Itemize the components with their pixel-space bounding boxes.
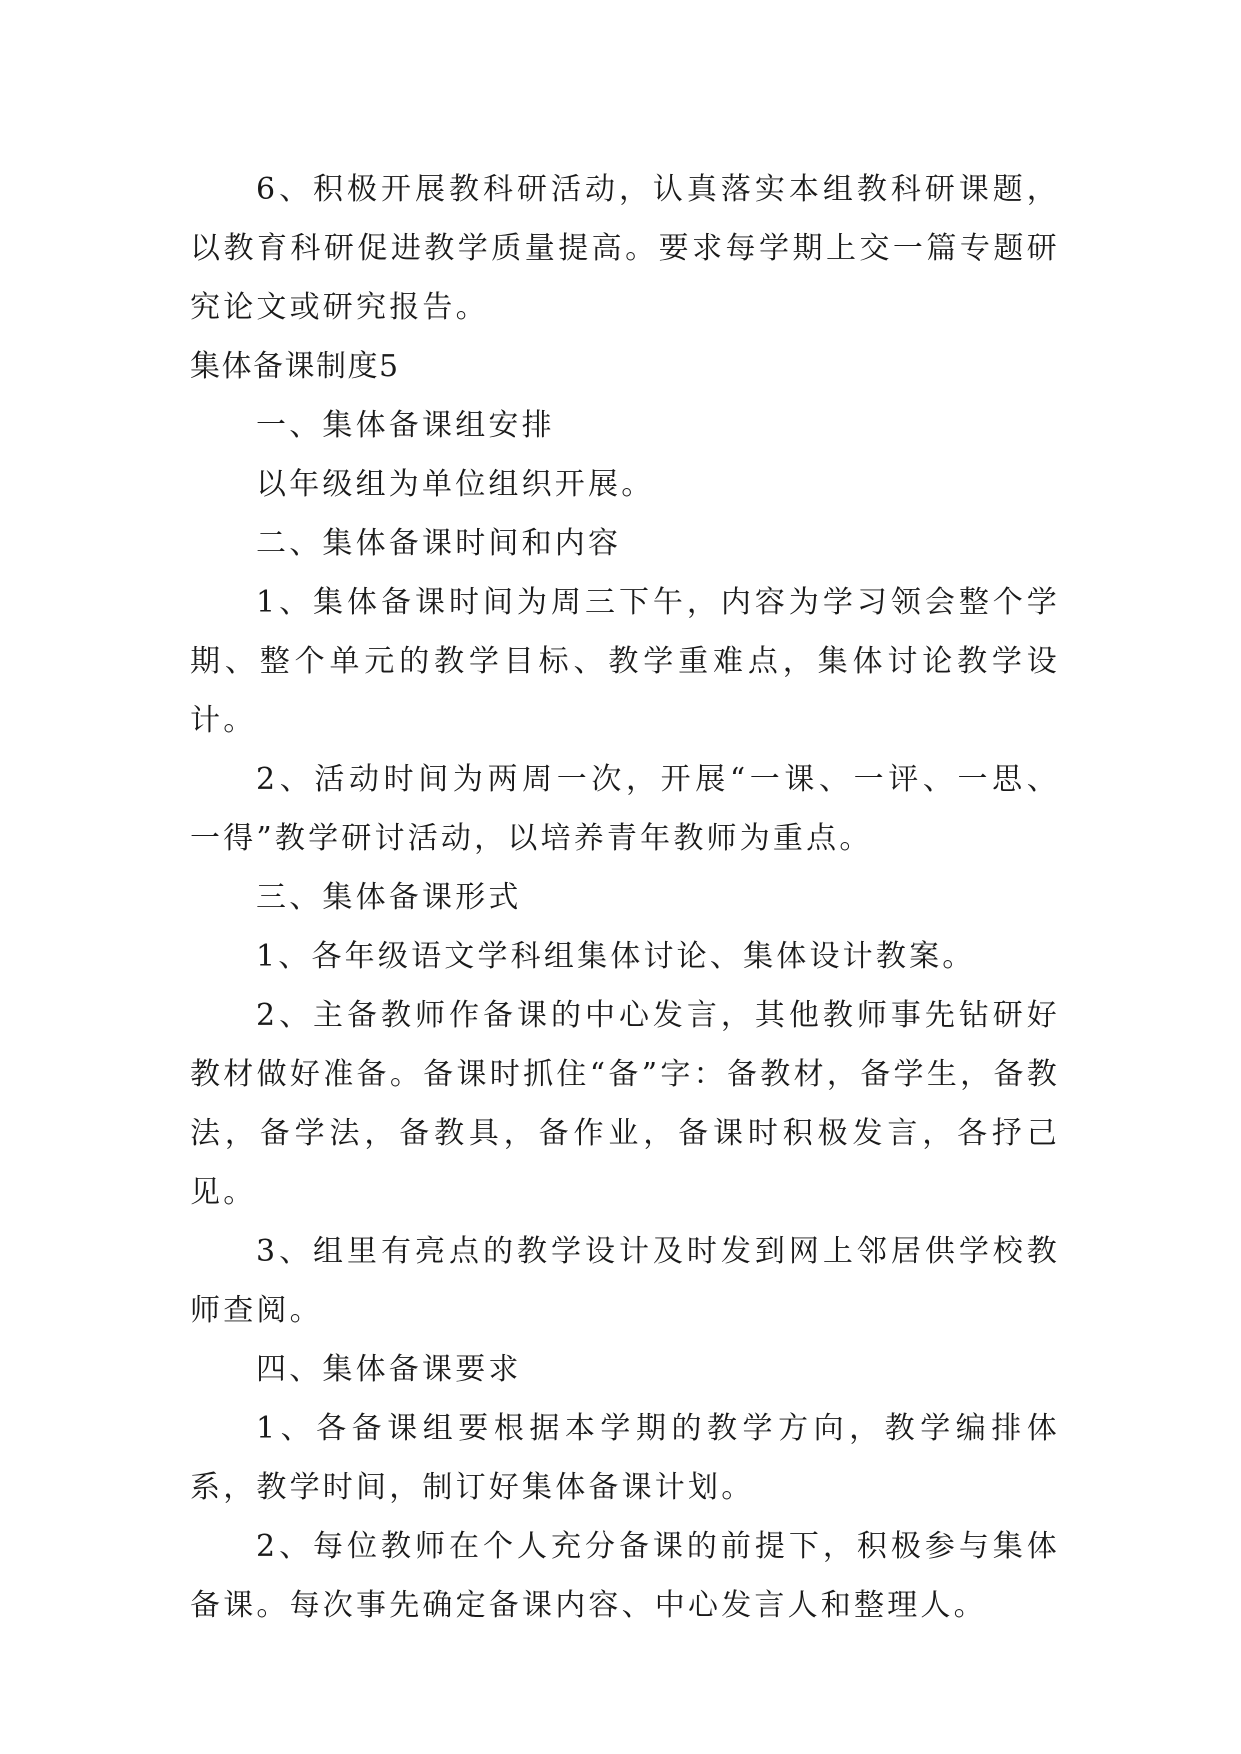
paragraph-time-1: 1、集体备课时间为周三下午，内容为学习领会整个学期、整个单元的教学目标、教学重难点，集体讨论教学设计。 xyxy=(190,585,1060,738)
paragraph-form-2: 2、主备教师作备课的中心发言，其他教师事先钻研好教材做好准备。备课时抓住“备”字：备教材，备学生，备教法，备学法，备教具，备作业，备课时积极发言，各抒己见。 xyxy=(190,998,1060,1210)
paragraph-requirements-2: 2、每位教师在个人充分备课的前提下，积极参与集体备课。每次事先确定备课内容、中心发言人和整理人。 xyxy=(190,1529,1060,1623)
paragraph-item-6: 6、积极开展教科研活动，认真落实本组教科研课题，以教育科研促进教学质量提高。要求每学期上交一篇专题研究论文或研究报告。 xyxy=(190,172,1060,325)
heading-time-content: 二、集体备课时间和内容 xyxy=(256,526,622,561)
document-page xyxy=(190,160,1060,1635)
heading-form: 三、集体备课形式 xyxy=(256,880,522,915)
paragraph-form-1: 1、各年级语文学科组集体讨论、集体设计教案。 xyxy=(256,939,976,974)
paragraph-time-2: 2、活动时间为两周一次，开展“一课、一评、一思、一得”教学研讨活动，以培养青年教师为重点。 xyxy=(190,762,1060,856)
section-title: 集体备课制度5 xyxy=(190,349,400,384)
heading-arrangement: 一、集体备课组安排 xyxy=(256,408,555,443)
heading-requirements: 四、集体备课要求 xyxy=(256,1352,522,1387)
paragraph-requirements-1: 1、各备课组要根据本学期的教学方向，教学编排体系，教学时间，制订好集体备课计划。 xyxy=(190,1411,1060,1505)
paragraph-arrangement: 以年级组为单位组织开展。 xyxy=(256,467,655,502)
paragraph-form-3: 3、组里有亮点的教学设计及时发到网上邻居供学校教师查阅。 xyxy=(190,1234,1060,1328)
